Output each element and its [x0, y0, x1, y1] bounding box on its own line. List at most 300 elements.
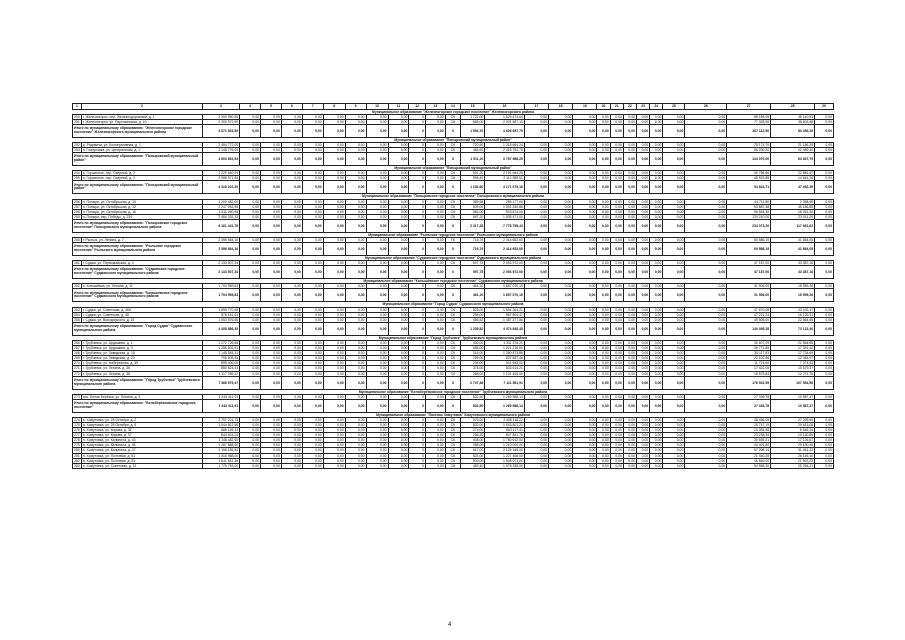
table-cell: 0,00 [323, 284, 345, 289]
table-cell: 0,00 [597, 433, 610, 438]
table-cell: г. Суджа, ул. Володарского, д. 24 [81, 317, 202, 322]
table-cell: 0,00 [610, 204, 623, 209]
table-cell: 0,00 [597, 340, 610, 345]
table-cell: 0,00 [366, 361, 388, 366]
table-cell: 0,00 [388, 458, 409, 463]
table-cell: 17 126,67 [771, 438, 815, 443]
table-cell: СК [445, 394, 460, 399]
table-cell: 0,00 [549, 199, 573, 204]
table-cell: 0,00 [388, 284, 409, 289]
table-cell: 0,00 [524, 340, 548, 345]
table-cell: 272 [74, 371, 80, 376]
table-cell: 0,00 [685, 153, 727, 166]
table-cell: 0,00 [623, 307, 636, 312]
table-cell: 0,00 [240, 199, 261, 204]
table-cell: 0,00 [573, 238, 597, 243]
table-cell: 1 117 256,12 [202, 371, 239, 376]
table-cell: 0,00 [549, 453, 573, 458]
table-cell: 0,00 [663, 209, 685, 214]
table-cell: 0,00 [650, 417, 663, 422]
table-cell: 0,00 [623, 171, 636, 176]
table-cell: 0,00 [366, 371, 388, 376]
table-cell: 0,00 [663, 322, 685, 335]
table-cell: 0,00 [345, 458, 366, 463]
table-cell: 0,00 [597, 148, 610, 153]
table-cell: 7 074,93 [771, 361, 815, 366]
table-cell: 0,00 [636, 261, 649, 266]
table-cell: 48 923,85 [727, 176, 771, 181]
table-cell: 0,00 [650, 346, 663, 351]
table-cell: 2 191 684,25 [485, 171, 525, 176]
table-cell: 2 247 052,98 [202, 204, 239, 209]
table-cell: 0,00 [345, 443, 366, 448]
table-cell: 0,00 [524, 119, 548, 124]
table-cell: 0,00 [815, 199, 834, 204]
table-cell: 0,00 [240, 142, 261, 147]
table-cell: 0,00 [610, 346, 623, 351]
table-cell: СК [445, 171, 460, 176]
table-cell: 0,00 [524, 243, 548, 256]
table-cell: 597,75 [461, 261, 485, 266]
table-cell: 12 271,76 [771, 371, 815, 376]
table-cell: 0,00 [323, 209, 345, 214]
table-cell: п. Хомутовка, ул. Почтовая, д. 53 [81, 458, 202, 463]
table-cell: 597,75 [461, 266, 485, 279]
table-cell: 0,00 [345, 322, 366, 335]
table-cell: 0,00 [549, 289, 573, 302]
table-cell: 48 456,05 [727, 417, 771, 422]
table-cell: 0,00 [388, 261, 409, 266]
table-cell: 4 318 222,20 [202, 181, 239, 194]
table-cell: 0,00 [597, 199, 610, 204]
table-cell: Итого по муниципальному образованию: "Город Трубчевск" Трубчевского муниципального района [73, 376, 203, 389]
table-cell: 0,00 [524, 176, 548, 181]
table-cell: 0,00 [281, 433, 302, 438]
table-row [73, 463, 834, 468]
table-cell: 0,00 [425, 171, 445, 176]
table-cell: 0,00 [388, 124, 409, 137]
table-cell: 0,00 [610, 443, 623, 448]
table-cell: 0,00 [240, 119, 261, 124]
table-cell: 0,00 [610, 307, 623, 312]
table-cell: 0,00 [573, 199, 597, 204]
table-cell: 0,00 [685, 209, 727, 214]
table-cell: 45 140,81 [771, 114, 815, 119]
table-cell: 30 771,85 [727, 346, 771, 351]
table-cell: 0,00 [302, 266, 323, 279]
table-cell: 0,00 [524, 204, 548, 209]
table-cell: 0,00 [323, 366, 345, 371]
table-cell: 78 174,70 [727, 142, 771, 147]
subtotal-row [73, 124, 834, 137]
table-cell: 0,00 [524, 433, 548, 438]
table-cell: 0,00 [685, 171, 727, 176]
table-cell: 0,00 [815, 181, 834, 194]
table-cell: 528,00 [461, 307, 485, 312]
table-cell: 0,00 [323, 463, 345, 468]
table-cell: 0,00 [610, 148, 623, 153]
table-cell: 0,00 [549, 443, 573, 448]
table-cell: Итого по муниципальному образованию: "Железногорское городское поселение" Железногорского муниципального района [73, 124, 203, 137]
municipality-heading: Муниципальное образование "Поныровский муниципальный район" [73, 166, 834, 171]
table-cell: г. Суджа, ул. Советская, д. 48 [81, 312, 202, 317]
table-cell: 0,00 [524, 322, 548, 335]
table-cell: 0,00 [425, 307, 445, 312]
table-cell: 0,00 [366, 114, 388, 119]
table-cell: 0,00 [281, 153, 302, 166]
table-cell: 20 130,45 [771, 443, 815, 448]
table-cell: 0,00 [549, 307, 573, 312]
table-cell: д. Рядовичи, ул. Кооперативная, д. 1 [81, 142, 202, 147]
municipality-heading: Муниципальное образование "Суджанское городское поселение" Суджанского муниципального района [73, 256, 834, 261]
table-cell: 0,00 [261, 284, 282, 289]
table-cell: 0,00 [261, 463, 282, 468]
municipality-heading: Муниципальное образование "Поныровский муниципальный район" [73, 137, 834, 142]
table-cell: 0,00 [323, 181, 345, 194]
table-cell: СК [445, 458, 460, 463]
table-cell: 0,00 [663, 307, 685, 312]
table-cell: 0 [409, 448, 425, 453]
table-cell: 0,00 [323, 371, 345, 376]
table-cell: 0,00 [610, 433, 623, 438]
table-cell: 0,00 [281, 181, 302, 194]
table-cell: 0,00 [524, 428, 548, 433]
table-cell: 0 [409, 307, 425, 312]
table-cell: 0,00 [650, 176, 663, 181]
table-cell: 0,00 [261, 119, 282, 124]
table-cell: 0,00 [524, 376, 548, 389]
table-cell: 0,00 [623, 448, 636, 453]
table-cell: 255,00 [461, 312, 485, 317]
table-cell: Итого по муниципальному образованию: "Белоберёзковское городское поселение" [73, 399, 203, 412]
table-cell: 0,00 [240, 307, 261, 312]
table-cell: 134 070,00 [727, 153, 771, 166]
table-cell: 0,00 [597, 428, 610, 433]
table-cell: 0,00 [663, 238, 685, 243]
table-cell: 0 [409, 214, 425, 219]
table-cell: 0,00 [597, 209, 610, 214]
table-cell: 0,00 [366, 289, 388, 302]
table-cell: СК [445, 199, 460, 204]
table-cell: 0,00 [650, 289, 663, 302]
table-cell: 0,00 [650, 356, 663, 361]
table-cell: 0,00 [366, 458, 388, 463]
table-cell: 3 [202, 104, 239, 110]
table-cell: 1 641 641,36 [202, 458, 239, 463]
table-cell: 0,00 [549, 346, 573, 351]
table-cell: 2 358,95 [771, 199, 815, 204]
table-cell: 0,00 [388, 428, 409, 433]
table-cell: 0,00 [388, 204, 409, 209]
table-cell: 0,00 [323, 307, 345, 312]
table-cell: 0,00 [597, 124, 610, 137]
table-cell: 0,00 [302, 453, 323, 458]
table-cell: 0,00 [345, 376, 366, 389]
table-cell: 0,00 [663, 312, 685, 317]
table-cell: 0,00 [573, 428, 597, 433]
table-cell: 0 [409, 209, 425, 214]
table-cell: 0,00 [281, 322, 302, 335]
table-cell: 11 774,60 [727, 361, 771, 366]
table-cell: 0,00 [610, 199, 623, 204]
table-cell: 0,00 [524, 307, 548, 312]
table-cell: 0,00 [302, 148, 323, 153]
table-cell: 0,00 [685, 438, 727, 443]
table-cell: 0,00 [345, 317, 366, 322]
table-cell: 1 148 545,31 [202, 351, 239, 356]
table-cell: 0,00 [663, 371, 685, 376]
subtotal-row [73, 243, 834, 256]
table-cell: г. Суджа, ул. Советская, д. 46А [81, 307, 202, 312]
table-cell: 0,00 [685, 453, 727, 458]
table-cell: 15 [461, 104, 485, 110]
table-cell: 0,00 [323, 199, 345, 204]
table-cell: 0,00 [685, 243, 727, 256]
table-cell: X [445, 124, 460, 137]
table-cell: 0,00 [366, 214, 388, 219]
table-cell: 0,00 [549, 422, 573, 427]
table-cell: 0,00 [345, 399, 366, 412]
table-cell: 389,58 [461, 199, 485, 204]
table-cell: 0,00 [425, 209, 445, 214]
table-cell: 0,00 [815, 428, 834, 433]
table-cell: 0,00 [302, 238, 323, 243]
table-cell: 0,00 [425, 438, 445, 443]
table-cell: 0,00 [425, 340, 445, 345]
table-cell: 0,00 [425, 443, 445, 448]
table-cell: 0,00 [623, 317, 636, 322]
table-cell: 0,00 [524, 438, 548, 443]
table-cell: 25 284,21 [771, 463, 815, 468]
table-cell: 2 125 168,00 [485, 448, 525, 453]
table-cell: 0,00 [623, 376, 636, 389]
table-cell: г. Трубчевск, ул. Ленина, д. 38 [81, 371, 202, 376]
table-cell: 0,00 [425, 148, 445, 153]
table-cell: 0,00 [345, 289, 366, 302]
register-table-sheet [72, 103, 834, 469]
table-cell: 0,00 [623, 261, 636, 266]
table-cell: 0,00 [650, 284, 663, 289]
table-cell: 0,00 [366, 448, 388, 453]
table-cell: 0,00 [323, 433, 345, 438]
table-cell: 0,00 [388, 346, 409, 351]
table-cell: X [445, 376, 460, 389]
table-cell: 21 503,23 [771, 458, 815, 463]
table-cell: 0,00 [650, 448, 663, 453]
table-cell: 260 [74, 238, 80, 242]
table-cell: 0,00 [524, 317, 548, 322]
table-cell: 0,00 [524, 209, 548, 214]
table-cell: 4 [240, 104, 261, 110]
table-cell: 275 [74, 422, 80, 427]
table-cell: 0,00 [388, 317, 409, 322]
table-cell: 0,00 [815, 289, 834, 302]
table-cell: 0,00 [281, 428, 302, 433]
table-cell: 0 [409, 119, 425, 124]
table-cell: 0,00 [323, 399, 345, 412]
table-cell: 0,00 [815, 361, 834, 366]
table-cell: 0,00 [610, 312, 623, 317]
table-cell: 0 [409, 317, 425, 322]
table-cell: 0,00 [663, 124, 685, 137]
table-cell: 0,00 [388, 176, 409, 181]
table-cell: 140 395,28 [727, 322, 771, 335]
table-cell: 0,00 [650, 119, 663, 124]
table-cell: 0,00 [597, 289, 610, 302]
table-cell: п. Хомутовка, ул. Кирова, д. 37 [81, 433, 202, 438]
table-cell: 12 [409, 104, 425, 110]
table-cell: 0 [409, 399, 425, 412]
table-cell: 0,00 [623, 428, 636, 433]
table-cell: 0,00 [261, 124, 282, 137]
table-cell: 0,00 [549, 438, 573, 443]
table-cell: 0,00 [815, 463, 834, 468]
table-cell: 0,00 [815, 266, 834, 279]
table-cell: п. Хомутовка, ул. Калинина, д. 45 [81, 443, 202, 448]
table-cell: 18 959,26 [771, 289, 815, 302]
table-cell: 0,00 [425, 284, 445, 289]
table-cell: 0,00 [323, 438, 345, 443]
table-cell: 0,00 [636, 394, 649, 399]
table-cell: СК [445, 176, 460, 181]
table-cell: 0,00 [524, 399, 548, 412]
table-cell: 5 [261, 104, 282, 110]
table-cell: 0,00 [650, 209, 663, 214]
table-cell: 0,00 [623, 153, 636, 166]
table-cell: 0,00 [388, 243, 409, 256]
table-cell: 0,00 [663, 114, 685, 119]
table-cell: 0,00 [524, 114, 548, 119]
table-cell: 0,00 [610, 153, 623, 166]
table-cell: 0,00 [663, 438, 685, 443]
table-cell: 0,00 [573, 453, 597, 458]
table-cell: 0,00 [650, 181, 663, 194]
table-cell: 0,00 [549, 376, 573, 389]
table-cell: 45 505,00 [727, 317, 771, 322]
table-cell: 0,00 [597, 458, 610, 463]
table-cell: 0,00 [815, 209, 834, 214]
table-cell: 1 511 260,96 [202, 209, 239, 214]
table-cell: 0,00 [663, 317, 685, 322]
table-cell: 0,00 [524, 266, 548, 279]
table-cell: 0,00 [815, 261, 834, 266]
table-cell: 0,00 [261, 458, 282, 463]
table-cell: СК [445, 307, 460, 312]
table-cell: 0,00 [425, 417, 445, 422]
table-cell: 0,00 [366, 417, 388, 422]
table-cell: 1 780 612,00 [485, 438, 525, 443]
table-cell: 0,00 [524, 351, 548, 356]
table-cell: 280 [74, 448, 80, 453]
table-cell: 0,00 [623, 351, 636, 356]
table-cell: 0,00 [323, 443, 345, 448]
table-cell: п. Поныри, ул. Октябрьская, д. 16 [81, 209, 202, 214]
table-cell: 0,00 [573, 422, 597, 427]
table-cell: 0,00 [345, 204, 366, 209]
table-cell: 0,00 [815, 317, 834, 322]
table-cell: 0 [409, 284, 425, 289]
table-cell: 22 102,86 [727, 356, 771, 361]
table-cell: 0,00 [345, 142, 366, 147]
table-cell: 77 328,90 [727, 119, 771, 124]
table-cell: 262 [74, 284, 80, 289]
table-cell: 73 122,40 [771, 322, 815, 335]
table-cell: 16 [485, 104, 525, 110]
table-cell: 0,00 [240, 417, 261, 422]
table-cell: 27 336,78 [727, 394, 771, 399]
table-cell: 0,00 [815, 238, 834, 243]
table-cell: 0,00 [623, 453, 636, 458]
table-cell: 0,00 [623, 238, 636, 243]
table-cell: 0,00 [261, 346, 282, 351]
table-cell: 847 841,76 [485, 433, 525, 438]
table-cell: 0,00 [815, 214, 834, 219]
table-cell: 0,00 [685, 266, 727, 279]
table-cell: 0,00 [815, 394, 834, 399]
table-cell: 0,00 [549, 119, 573, 124]
table-cell: 7 [302, 104, 323, 110]
table-cell: 0,00 [425, 119, 445, 124]
table-cell: 0 [409, 443, 425, 448]
table-cell: 0,00 [663, 148, 685, 153]
table-cell: 0,00 [663, 119, 685, 124]
subtotal-row [73, 322, 834, 335]
table-cell: 0,00 [425, 199, 445, 204]
table-cell: 0,00 [597, 417, 610, 422]
table-cell: 0,00 [281, 214, 302, 219]
table-cell: 0,00 [345, 199, 366, 204]
table-cell: 0 [409, 153, 425, 166]
table-cell: 0,00 [636, 312, 649, 317]
table-cell: 0,00 [240, 448, 261, 453]
table-cell: 0,00 [650, 453, 663, 458]
table-cell: 0,00 [366, 312, 388, 317]
table-cell: 4 171 075,16 [485, 181, 525, 194]
table-cell: 0,00 [366, 142, 388, 147]
table-cell: 0,00 [323, 214, 345, 219]
table-cell: 0,00 [549, 181, 573, 194]
table-cell: 24 [650, 104, 663, 110]
table-cell: 8 846,24 [771, 428, 815, 433]
table-cell: 591,20 [461, 171, 485, 176]
table-cell: 0,00 [623, 433, 636, 438]
table-cell: 0,00 [610, 463, 623, 468]
table-cell: 0,00 [610, 322, 623, 335]
table-cell: 0,00 [302, 204, 323, 209]
table-cell: 0 [409, 266, 425, 279]
table-cell: п. Поныри, ул. Октябрьская, д. 12 [81, 204, 202, 209]
table-cell: СК [445, 361, 460, 366]
table-cell: 2 001 587,15 [485, 119, 525, 124]
table-cell: 96 554,30 [727, 209, 771, 214]
table-cell: 273 [74, 394, 80, 399]
table-cell: 0,00 [623, 148, 636, 153]
table-cell: 957 804,47 [485, 312, 525, 317]
table-cell: 0,00 [663, 340, 685, 345]
table-cell: 0,00 [636, 119, 649, 124]
table-cell: 0,00 [281, 317, 302, 322]
table-cell: 0,00 [650, 171, 663, 176]
table-cell: СК [445, 284, 460, 289]
table-cell: 265 [74, 317, 80, 322]
table-cell: 0,00 [573, 181, 597, 194]
table-cell: 0,00 [323, 153, 345, 166]
table-cell: 16 125,31 [771, 312, 815, 317]
table-cell: 0,00 [685, 114, 727, 119]
table-cell: 0 [409, 438, 425, 443]
table-cell: 23 011,20 [771, 214, 815, 219]
table-cell: 0,00 [345, 114, 366, 119]
